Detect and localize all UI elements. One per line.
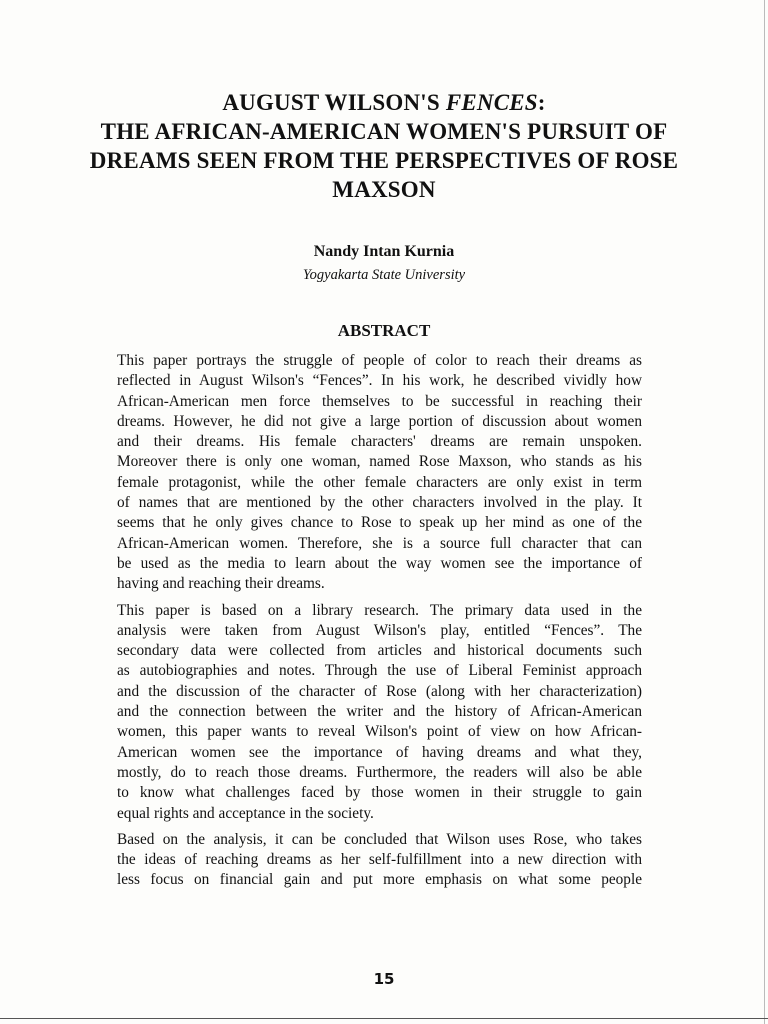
text-line: less focus on financial gain and put more emphasis on what some people <box>117 871 642 889</box>
text-line: This paper portrays the struggle of people of color to reach their dreams as <box>117 352 642 369</box>
title-line-4: MAXSON <box>332 177 436 202</box>
text-line: Based on the analysis, it can be concluded that Wilson uses Rose, who takes <box>117 830 642 848</box>
paper-title <box>0 88 768 204</box>
abstract-body <box>117 351 642 897</box>
text-line: female protagonist, while the other female characters are only exist in term <box>117 473 642 491</box>
text-line: to know what challenges faced by those women in their struggle to gain <box>117 784 642 802</box>
text-line: analysis were taken from August Wilson's play, entitled “Fences”. The <box>117 621 642 639</box>
text-line: women, this paper wants to reveal Wilson's point of view on how African- <box>117 723 642 741</box>
text-line: dreams. However, he did not give a large portion of discussion about women <box>117 412 642 430</box>
text-line: African-American women. Therefore, she is a source full character that can <box>117 534 642 552</box>
abstract-paragraph <box>117 601 642 824</box>
abstract-paragraph <box>117 830 642 891</box>
author-affiliation: Yogyakarta State University <box>302 267 466 283</box>
title-play-name: FENCES <box>445 90 538 115</box>
text-line: seems that he only gives chance to Rose to speak up her mind as one of the <box>117 514 642 532</box>
title-line-1-prefix: AUGUST WILSON'S <box>222 90 446 115</box>
title-line-2: THE AFRICAN-AMERICAN WOMEN'S PURSUIT OF <box>100 119 668 144</box>
text-line: Moreover there is only one woman, named Rose Maxson, who stands as his <box>117 453 642 471</box>
text-line: and the discussion of the character of Rose (along with her characterization) <box>117 682 642 700</box>
abstract-paragraph <box>117 351 642 595</box>
text-line: secondary data were collected from articles and historical documents such <box>117 642 642 660</box>
text-line: This paper is based on a library research. The primary data used in the <box>117 601 642 619</box>
text-line: and the connection between the writer and the history of African-American <box>117 703 642 721</box>
title-line-1-suffix: : <box>537 90 546 115</box>
abstract-heading: ABSTRACT <box>337 321 431 340</box>
text-line: mostly, do to reach those dreams. Furthermore, the readers will also be able <box>117 763 642 781</box>
text-line: be used as the media to learn about the way women see the importance of <box>117 554 642 572</box>
page-bottom-edge <box>0 1018 768 1019</box>
text-line: the ideas of reaching dreams as her self-fulfillment into a new direction with <box>117 851 642 869</box>
text-line: American women see the importance of having dreams and what they, <box>117 743 642 761</box>
text-line: and their dreams. His female characters' dreams are remain unspoken. <box>117 433 642 451</box>
text-line: African-American men force themselves to be successful in reaching their <box>117 392 642 410</box>
author-name: Nandy Intan Kurnia <box>313 243 455 260</box>
text-line: of names that are mentioned by the other characters involved in the play. It <box>117 494 642 512</box>
text-line: having and reaching their dreams. <box>117 575 325 593</box>
title-line-1 <box>0 88 768 117</box>
title-line-3: DREAMS SEEN FROM THE PERSPECTIVES OF ROSE <box>89 148 679 173</box>
page-number: 15 <box>373 970 395 988</box>
text-line: reflected in August Wilson's “Fences”. In his work, he described vividly how <box>117 372 642 390</box>
text-line: equal rights and acceptance in the society. <box>117 804 374 822</box>
text-line: as autobiographies and notes. Through the use of Liberal Feminist approach <box>117 662 642 680</box>
